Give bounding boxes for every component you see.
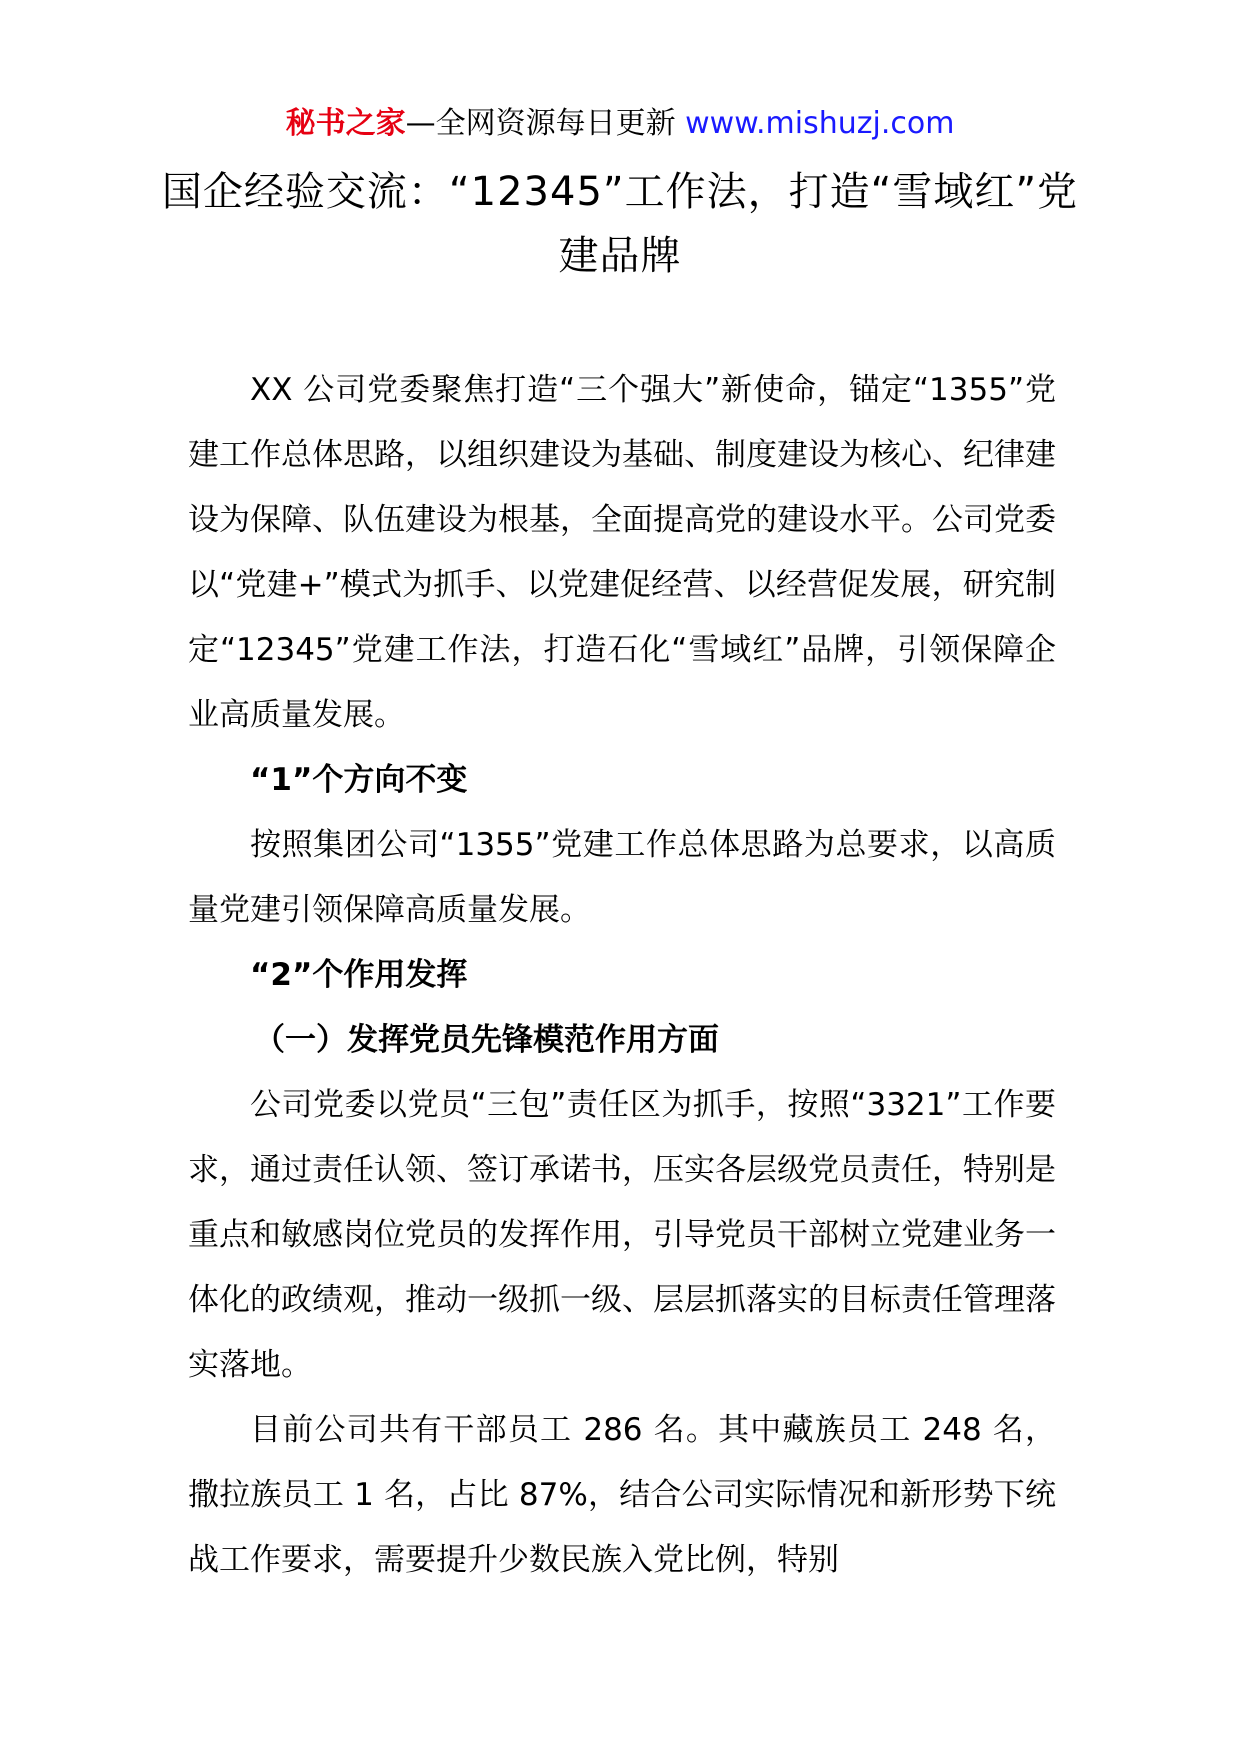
site-header — [0, 102, 1240, 146]
header-tagline: —全网资源每日更新 — [405, 106, 686, 141]
document-body — [188, 358, 1056, 1593]
section-1-paragraph: 按照集团公司“1355”党建工作总体思路为总要求，以高质量党建引领保障高质量发展。 — [188, 827, 1056, 928]
document-title: 国企经验交流：“12345”工作法，打造“雪域红”党建品牌 — [161, 169, 1079, 279]
section-2-paragraph-2: 目前公司共有干部员工 286 名。其中藏族员工 248 名，撒拉族员工 1 名，占比 87%，结合公司实际情况和新形势下统战工作要求，需要提升少数民族入党比例，特别 — [188, 1412, 1056, 1578]
subsection-heading-1: （一）发挥党员先锋模范作用方面 — [254, 1022, 719, 1058]
intro-paragraph: XX 公司党委聚焦打造“三个强大”新使命，锚定“1355”党建工作总体思路，以组织建设为基础、制度建设为核心、纪律建设为保障、队伍建设为根基，全面提高党的建设水平。公司党委以“党建+”模式为抓手、以党建促经营、以经营促发展，研究制定“12345”党建工作法，打造石化“雪域红”品牌，引领保障企业高质量发展。 — [188, 372, 1056, 733]
section-2-paragraph-1: 公司党委以党员“三包”责任区为抓手，按照“3321”工作要求，通过责任认领、签订承诺书，压实各层级党员责任，特别是重点和敏感岗位党员的发挥作用，引导党员干部树立党建业务一体化的政绩观，推动一级抓一级、层层抓落实的目标责任管理落实落地。 — [188, 1087, 1056, 1383]
section-heading-1: “1”个方向不变 — [250, 762, 468, 798]
brand-name: 秘书之家 — [285, 106, 406, 141]
site-url-link[interactable]: www.mishuzj.com — [685, 106, 955, 141]
section-heading-2: “2”个作用发挥 — [250, 957, 468, 993]
